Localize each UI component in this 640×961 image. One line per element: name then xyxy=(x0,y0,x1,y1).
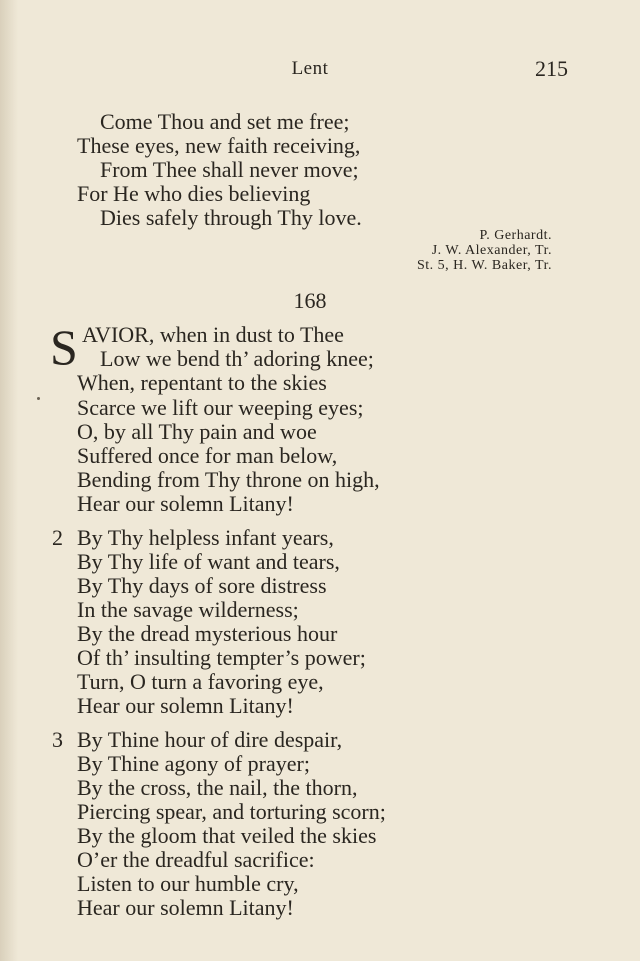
verse-2-line-3: By Thy days of sore distress xyxy=(77,573,327,598)
verse-3-line-7: Listen to our humble cry, xyxy=(77,871,299,896)
verse-2-line-7: Turn, O turn a favoring eye, xyxy=(77,669,324,694)
verse-3-line-4: Piercing spear, and torturing scorn; xyxy=(77,799,386,824)
verse-2-number: 2 xyxy=(52,525,63,550)
verse-2-line-1: By Thy helpless infant years, xyxy=(77,525,334,550)
attribution-translator: J. W. Alexander, Tr. xyxy=(431,243,552,258)
prev-line-1: Come Thou and set me free; xyxy=(100,109,350,134)
drop-cap: S xyxy=(50,319,78,375)
page-gutter-shadow xyxy=(0,0,18,961)
paper-speck xyxy=(37,397,40,400)
prev-line-3: From Thee shall never move; xyxy=(100,157,359,182)
verse-3-line-6: O’er the dreadful sacrifice: xyxy=(77,847,315,872)
verse-3-line-8: Hear our solemn Litany! xyxy=(77,895,294,920)
attribution-author: P. Gerhardt. xyxy=(479,228,552,243)
verse-3-number: 3 xyxy=(52,727,63,752)
verse-2-line-6: Of th’ insulting tempter’s power; xyxy=(77,645,366,670)
attribution-stanza-translator: St. 5, H. W. Baker, Tr. xyxy=(416,258,552,273)
hymn-number: 168 xyxy=(293,288,327,313)
verse-2-line-5: By the dread mysterious hour xyxy=(77,621,338,646)
verse-1-line-8: Hear our solemn Litany! xyxy=(77,491,294,516)
verse-1-line-7: Bending from Thy throne on high, xyxy=(77,467,380,492)
verse-3-line-2: By Thine agony of prayer; xyxy=(77,751,310,776)
prev-line-4: For He who dies believing xyxy=(77,181,311,206)
verse-2-line-8: Hear our solemn Litany! xyxy=(77,693,294,718)
verse-2-line-2: By Thy life of want and tears, xyxy=(77,549,340,574)
verse-1-line-6: Suffered once for man below, xyxy=(77,443,338,468)
verse-2-line-4: In the savage wilderness; xyxy=(77,597,299,622)
verse-3-line-3: By the cross, the nail, the thorn, xyxy=(77,775,358,800)
section-title: Lent xyxy=(291,58,329,79)
verse-1-line-2: Low we bend th’ adoring knee; xyxy=(100,346,374,371)
page-number: 215 xyxy=(535,56,568,81)
verse-1-line-4: Scarce we lift our weeping eyes; xyxy=(77,395,364,420)
verse-1-line-5: O, by all Thy pain and woe xyxy=(77,419,317,444)
prev-line-2: These eyes, new faith receiving, xyxy=(77,133,361,158)
verse-1-line-1: AVIOR, when in dust to Thee xyxy=(82,322,344,347)
verse-3-line-5: By the gloom that veiled the skies xyxy=(77,823,377,848)
prev-line-5: Dies safely through Thy love. xyxy=(100,205,362,230)
verse-1-line-3: When, repentant to the skies xyxy=(77,370,327,395)
verse-3-line-1: By Thine hour of dire despair, xyxy=(77,727,343,752)
